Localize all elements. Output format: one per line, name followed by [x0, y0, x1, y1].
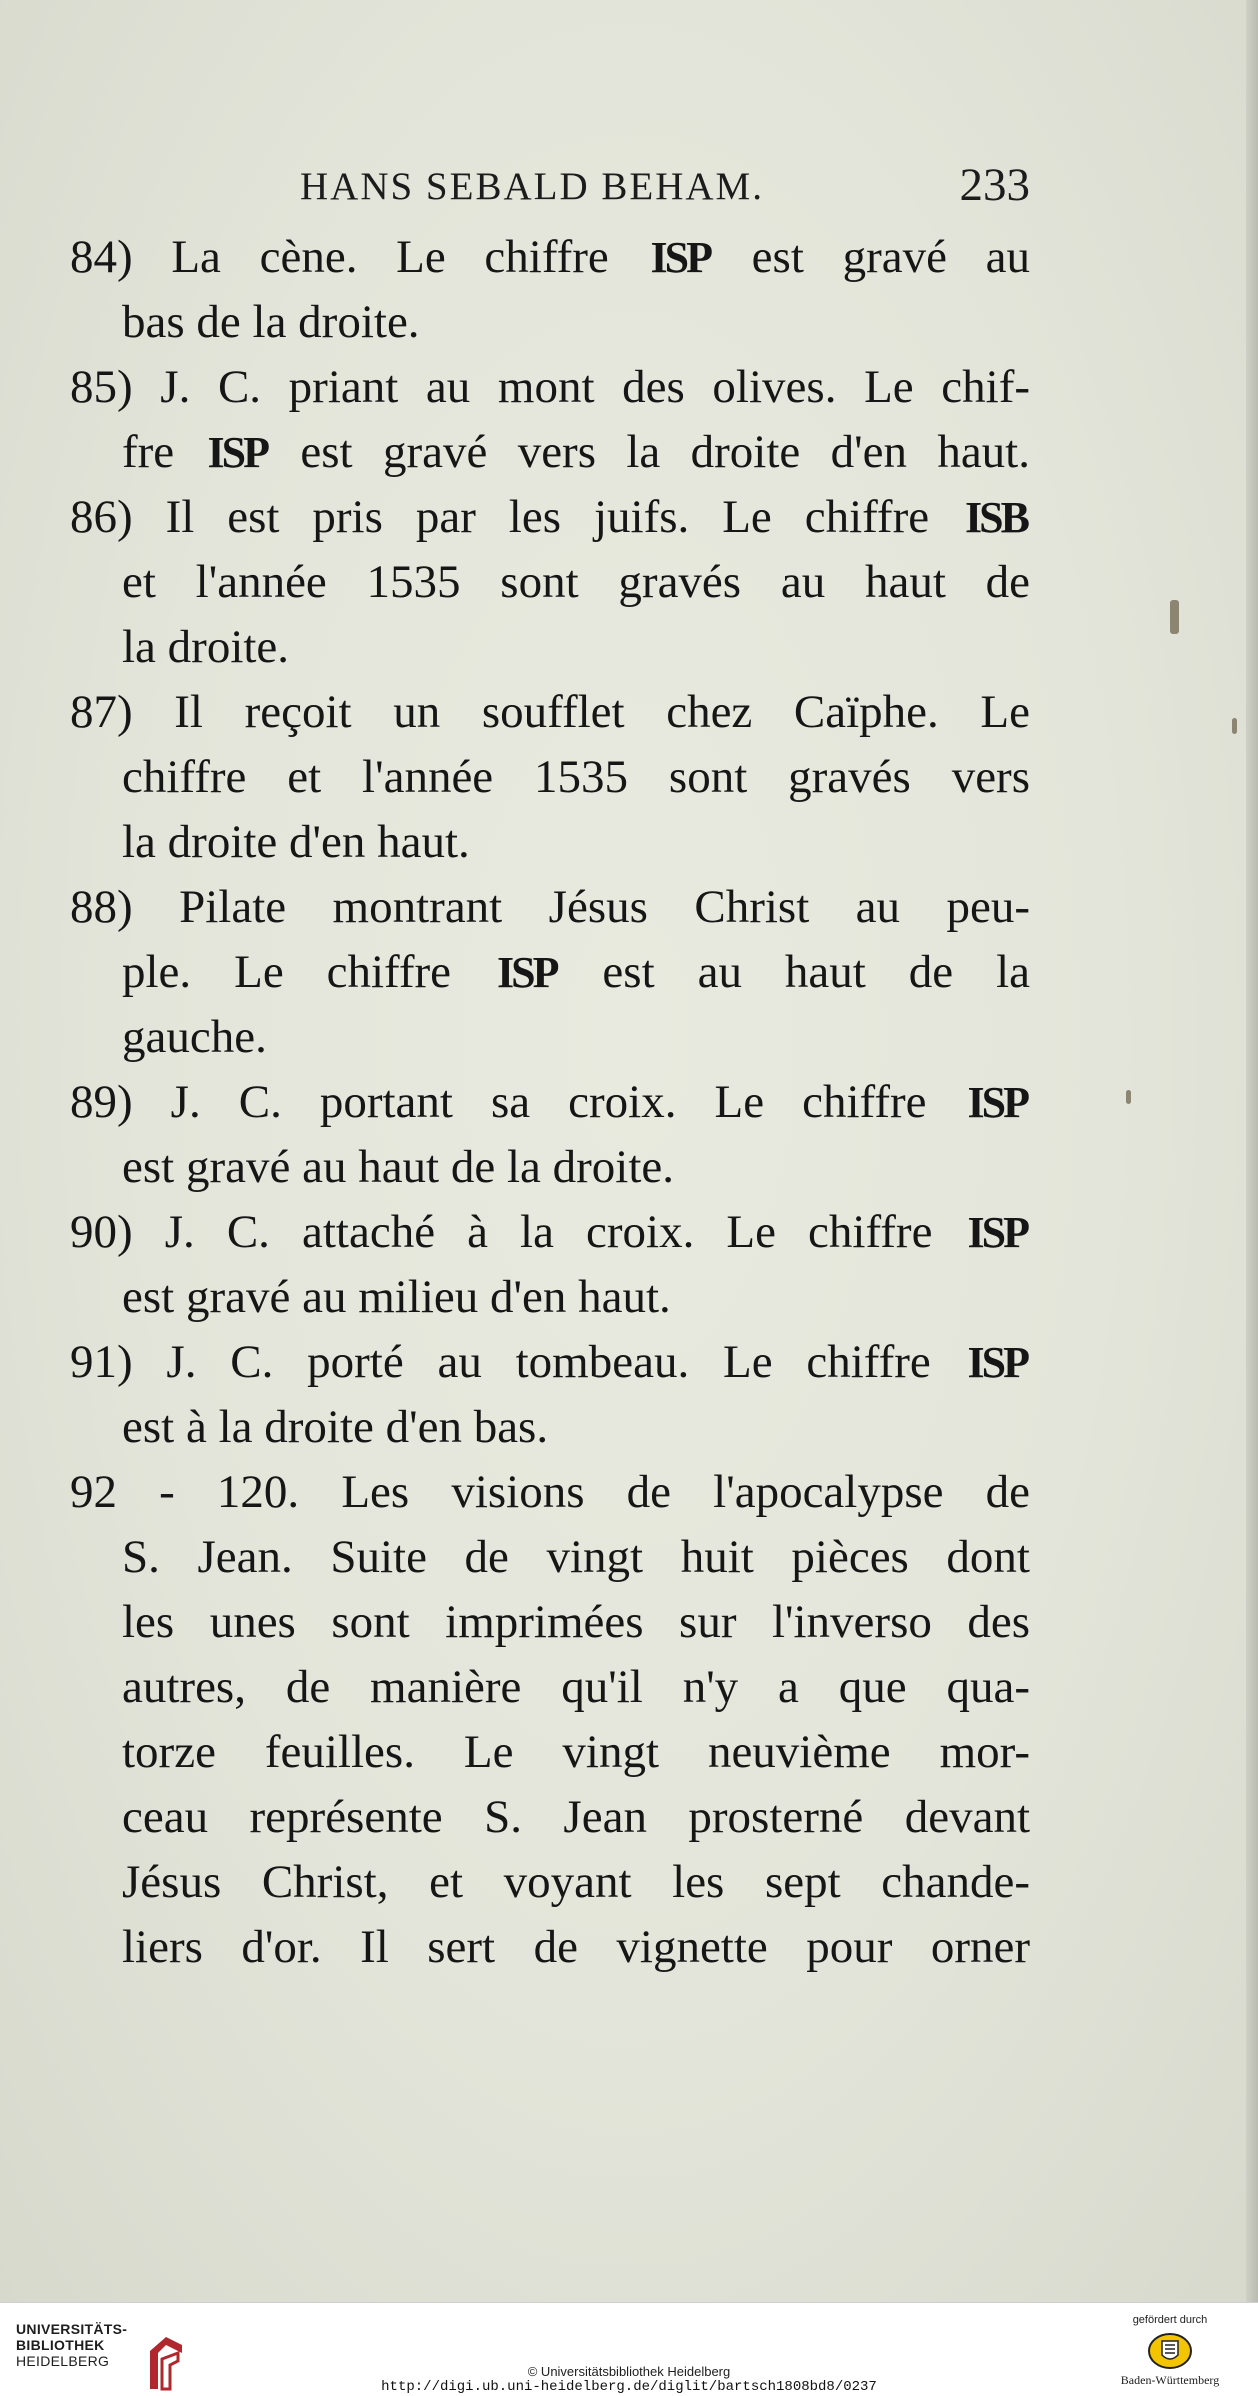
text-line: les unes sont imprimées sur l'inverso des [122, 1596, 1030, 1648]
monogram-mark: ISP [967, 1078, 1027, 1127]
text-line: 91) J. C. porté au tombeau. Le chiffre ISP [70, 1330, 1030, 1395]
paper-blemish [1232, 718, 1237, 734]
funder-block [1100, 2313, 1240, 2393]
running-head [300, 158, 1030, 218]
library-name-line3: HEIDELBERG [16, 2353, 110, 2369]
text-line: la droite. [122, 621, 290, 673]
monogram-mark: ISP [967, 1208, 1027, 1257]
coat-of-arms-icon [1147, 2331, 1193, 2371]
text-line: 87) Il reçoit un soufflet chez Caïphe. Le [70, 686, 1030, 738]
paper-blemish [1170, 600, 1179, 634]
text-line: la droite d'en haut. [122, 816, 470, 868]
text-line: est gravé au milieu d'en haut. [122, 1271, 671, 1323]
page-number: 233 [959, 159, 1030, 211]
text-line: gauche. [122, 1011, 267, 1063]
digitization-footer [0, 2302, 1258, 2396]
text-line: 92 - 120. Les visions de l'apocalypse de [70, 1466, 1030, 1518]
text-line: 90) J. C. attaché à la croix. Le chiffre ISP [70, 1200, 1030, 1265]
monogram-mark: ISP [207, 428, 268, 477]
text-line: ceau représente S. Jean prosterné devant [122, 1791, 1030, 1843]
monogram-mark: ISB [965, 493, 1027, 542]
text-line: autres, de manière qu'il n'y a que qua- [122, 1661, 1030, 1713]
text-line: chiffre et l'année 1535 sont gravés vers [122, 751, 1030, 803]
library-name-line2: BIBLIOTHEK [16, 2337, 105, 2353]
text-line: 86) Il est pris par les juifs. Le chiffre ISB [70, 485, 1030, 550]
text-line: Jésus Christ, et voyant les sept chande- [122, 1856, 1030, 1908]
text-line: 88) Pilate montrant Jésus Christ au peu- [70, 881, 1030, 933]
text-line: 85) J. C. priant au mont des olives. Le chif- [70, 361, 1030, 413]
text-block [70, 225, 1030, 1980]
monogram-mark: ISP [967, 1338, 1027, 1387]
funder-label: gefördert durch [1132, 2314, 1208, 2326]
copyright-notice: © Universitätsbibliothek Heidelberg [527, 2364, 731, 2379]
text-line: liers d'or. Il sert de vignette pour orner [122, 1921, 1030, 1973]
library-name-line1: UNIVERSITÄTS- [16, 2321, 128, 2337]
text-line: bas de la droite. [122, 296, 420, 348]
text-line: et l'année 1535 sont gravés au haut de [122, 556, 1030, 608]
text-line: est gravé au haut de la droite. [122, 1141, 675, 1193]
text-line: torze feuilles. Le vingt neuvième mor- [122, 1726, 1030, 1778]
paper-blemish [1126, 1090, 1131, 1104]
monogram-mark: ISP [496, 948, 557, 997]
text-line: est à la droite d'en bas. [122, 1401, 549, 1453]
running-title: HANS SEBALD BEHAM. [300, 165, 764, 208]
text-line: S. Jean. Suite de vingt huit pièces dont [122, 1531, 1030, 1583]
text-line: 89) J. C. portant sa croix. Le chiffre ISP [70, 1070, 1030, 1135]
text-line: ple. Le chiffre ISP est au haut de la [70, 940, 1030, 1005]
page-edge [1246, 0, 1258, 2302]
funder-name: Baden-Württemberg [1120, 2373, 1220, 2387]
text-line: 84) La cène. Le chiffre ISP est gravé au [70, 225, 1030, 290]
text-line: fre ISP est gravé vers la droite d'en haut. [70, 420, 1030, 485]
permalink-url[interactable]: http://digi.ub.uni-heidelberg.de/diglit/bartsch1808bd8/0237 [381, 2379, 877, 2395]
monogram-mark: ISP [650, 233, 710, 282]
